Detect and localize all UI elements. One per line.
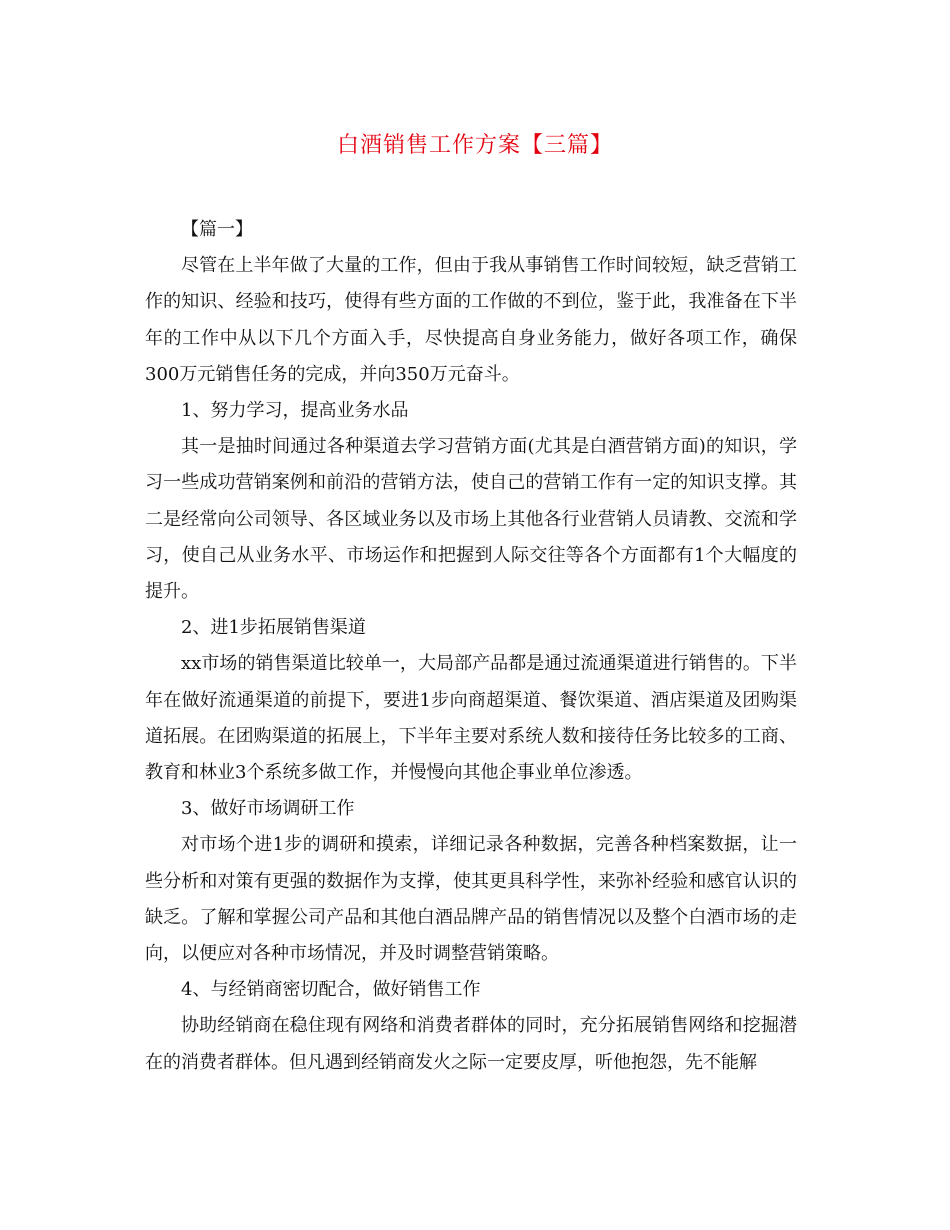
paragraph: 协助经销商在稳住现有网络和消费者群体的同时，充分拓展销售网络和挖掘潜在的消费者群体。但凡遇到经销商发火之际一定要皮厚，听他抱怨，先不能解 [145, 1015, 797, 1073]
paragraph: 对市场个进1步的调研和摸索，详细记录各种数据，完善各种档案数据，让一些分析和对策有更强的数据作为支撑，使其更具科学性，来弥补经验和感官认识的缺乏。了解和掌握公司产品和其他白酒品牌产品的销售情况以及整个白酒市场的走向，以便应对各种市场情况，并及时调整营销策略。 [145, 834, 797, 965]
document-body [145, 212, 797, 1081]
item-heading: 1、努力学习，提高业务水品 [181, 400, 409, 422]
section-heading: 【篇一】 [181, 219, 253, 240]
item-heading: 4、与经销商密切配合，做好销售工作 [181, 979, 481, 1001]
paragraph: 其一是抽时间通过各种渠道去学习营销方面(尤其是白酒营销方面)的知识，学习一些成功营销案例和前沿的营销方法，使自己的营销工作有一定的知识支撑。其二是经常向公司领导、各区域业务以及市场上其他各行业营销人员请教、交流和学习，使自己从业务水平、市场运作和把握到人际交往等各个方面都有1个大幅度的提升。 [145, 436, 797, 603]
item-heading: 2、进1步拓展销售渠道 [181, 617, 366, 639]
item-heading: 3、做好市场调研工作 [181, 798, 355, 820]
paragraph: 尽管在上半年做了大量的工作，但由于我从事销售工作时间较短，缺乏营销工作的知识、经验和技巧，使得有些方面的工作做的不到位，鉴于此，我准备在下半年的工作中从以下几个方面入手，尽快提高自身业务能力，做好各项工作，确保300万元销售任务的完成，并向350万元奋斗。 [145, 255, 797, 385]
paragraph: xx市场的销售渠道比较单一，大局部产品都是通过流通渠道进行销售的。下半年在做好流通渠道的前提下，要进1步向商超渠道、餐饮渠道、酒店渠道及团购渠道拓展。在团购渠道的拓展上，下半年主要对系统人数和接待任务比较多的工商、教育和林业3个系统多做工作，并慢慢向其他企事业单位渗透。 [145, 653, 797, 784]
document-title: 白酒销售工作方案【三篇】 [336, 133, 613, 158]
